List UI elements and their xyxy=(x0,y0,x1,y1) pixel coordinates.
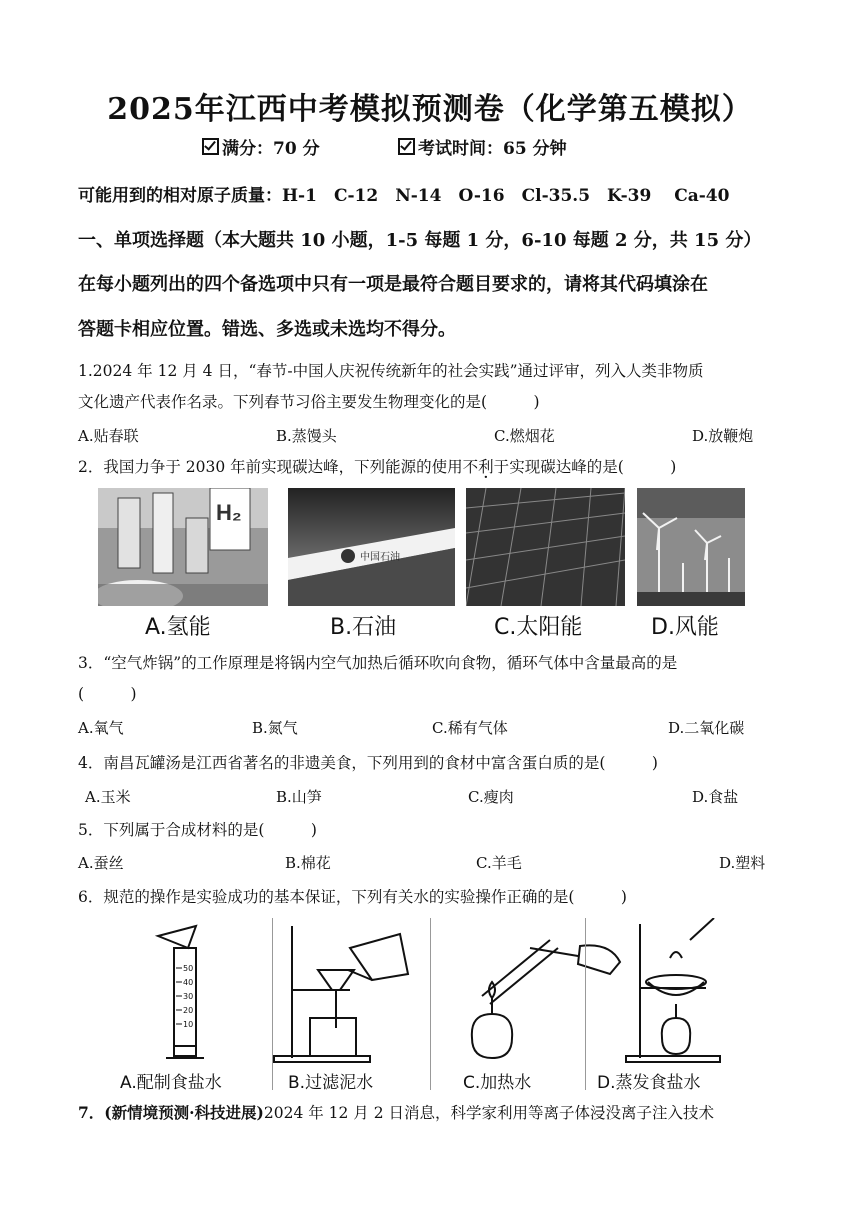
divider xyxy=(430,918,431,1090)
option-b: B.蒸馒头 xyxy=(276,427,337,445)
option-d: D.食盐 xyxy=(692,788,739,806)
option-c: C.稀有气体 xyxy=(432,719,508,737)
svg-text:10: 10 xyxy=(183,1020,194,1029)
option-a: A.贴春联 xyxy=(78,427,139,445)
exam-time: 考试时间：65 分钟 xyxy=(398,134,567,159)
section-instruction: 在每小题列出的四个备选项中只有一项是最符合题目要求的，请将其代码填涂在 xyxy=(78,274,708,295)
option-c: C.羊毛 xyxy=(476,854,522,872)
hydrogen-image xyxy=(98,488,268,606)
lab-caption-d: D.蒸发食盐水 xyxy=(597,1073,701,1093)
question-3-cont: ( ) xyxy=(78,685,137,703)
question-1-cont: 文化遗产代表作名录。下列春节习俗主要发生物理变化的是( ) xyxy=(78,393,540,411)
question-6: 6．规范的操作是实验成功的基本保证，下列有关水的实验操作正确的是( ) xyxy=(78,888,627,906)
question-7: 7．(新情境预测·科技进展)2024 年 12 月 2 日消息，科学家利用等离子体浸没离子注入技术 xyxy=(78,1103,715,1122)
svg-text:40: 40 xyxy=(183,978,194,987)
divider xyxy=(272,918,273,1090)
lab-caption-c: C.加热水 xyxy=(463,1073,532,1093)
option-a: A.玉米 xyxy=(85,788,131,806)
lab-caption-a: A.配制食盐水 xyxy=(120,1073,222,1093)
graduated-cylinder-icon xyxy=(158,926,204,1058)
solar-panel-image xyxy=(466,488,625,606)
option-c: C.瘦肉 xyxy=(468,788,514,806)
option-b: B.山笋 xyxy=(276,788,322,806)
question-3: 3．“空气炸锅”的工作原理是将锅内空气加热后循环吹向食物，循环气体中含量最高的是 xyxy=(78,654,678,672)
question-1: 1.2024 年 12 月 4 日，“春节-中国人庆祝传统新年的社会实践”通过评审，列入人类非物质 xyxy=(78,362,704,380)
svg-text:50: 50 xyxy=(183,964,194,973)
question-5: 5．下列属于合成材料的是( ) xyxy=(78,821,317,839)
oil-station-image xyxy=(288,488,455,606)
atomic-masses: 可能用到的相对原子质量：H-1 C-12 N-14 O-16 Cl-35.5 K-39 Ca-40 xyxy=(78,186,730,206)
full-score: 满分：70 分 xyxy=(202,134,320,159)
lab-caption-b: B.过滤泥水 xyxy=(288,1073,374,1093)
checkbox-icon xyxy=(398,138,415,155)
option-d: D.二氧化碳 xyxy=(668,719,745,737)
emphasis-text: 不利于 xyxy=(462,458,510,476)
heating-test-tube-icon xyxy=(472,940,620,1058)
image-caption-a: A.氢能 xyxy=(145,615,211,640)
section-instruction: 答题卡相应位置。错选、多选或未选均不得分。 xyxy=(78,319,456,340)
option-b: B.氮气 xyxy=(252,719,298,737)
svg-text:中国石油: 中国石油 xyxy=(360,552,400,563)
option-c: C.燃烟花 xyxy=(494,427,555,445)
option-a: A.氧气 xyxy=(78,719,124,737)
image-caption-c: C.太阳能 xyxy=(494,615,583,640)
page-title: 2025年江西中考模拟预测卷（化学第五模拟） xyxy=(107,92,753,127)
svg-text:H₂: H₂ xyxy=(216,500,242,525)
image-caption-b: B.石油 xyxy=(330,615,397,640)
svg-text:30: 30 xyxy=(183,992,194,1001)
divider xyxy=(585,918,586,1090)
option-d: D.放鞭炮 xyxy=(692,427,754,445)
option-b: B.棉花 xyxy=(285,854,331,872)
filtration-setup-icon xyxy=(274,926,408,1062)
svg-text:20: 20 xyxy=(183,1006,194,1015)
question-4: 4．南昌瓦罐汤是江西省著名的非遗美食，下列用到的食材中富含蛋白质的是( ) xyxy=(78,754,658,772)
evaporation-setup-icon xyxy=(626,918,720,1062)
image-caption-d: D.风能 xyxy=(651,615,719,640)
checkbox-icon xyxy=(202,138,219,155)
section-heading: 一、单项选择题（本大题共 10 小题，1-5 每题 1 分，6-10 每题 2 分，共 15 分） xyxy=(78,230,762,251)
wind-turbine-image xyxy=(637,488,745,606)
question-2: 2．我国力争于 2030 年前实现碳达峰，下列能源的使用不利于实现碳达峰的是( ) xyxy=(78,458,677,476)
option-a: A.蚕丝 xyxy=(78,854,124,872)
option-d: D.塑料 xyxy=(719,854,766,872)
